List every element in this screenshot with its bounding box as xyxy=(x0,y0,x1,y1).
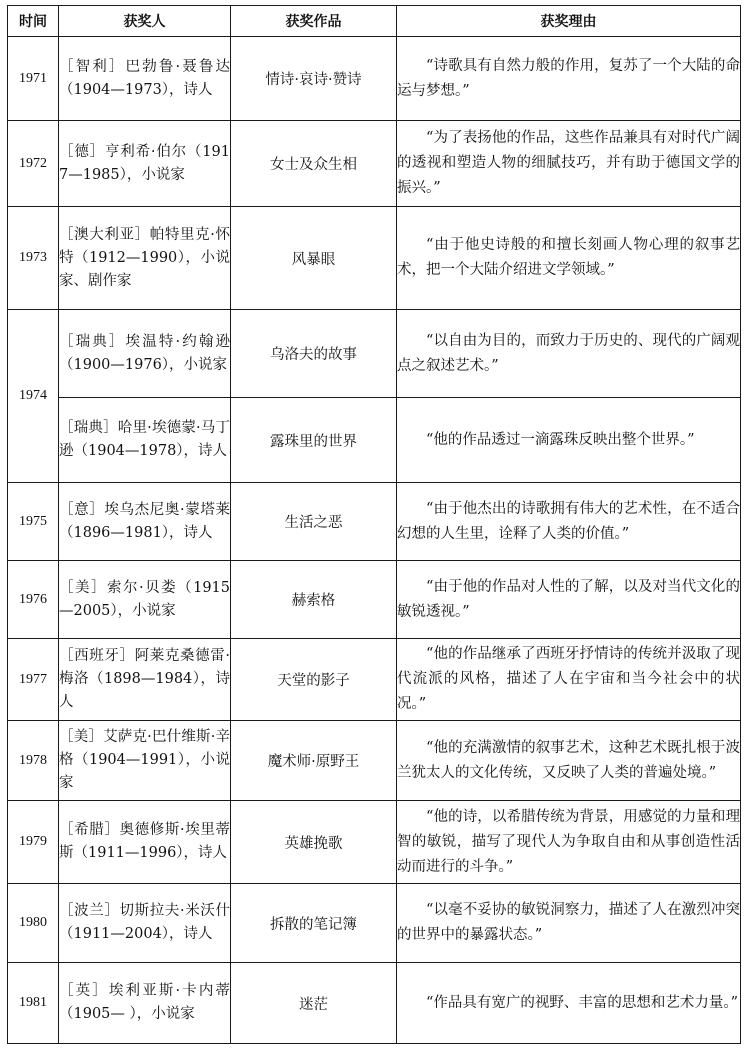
work-cell: 生活之恶 xyxy=(231,483,397,561)
winner-cell: ［瑞典］埃温特·约翰逊（1900—1976），小说家 xyxy=(59,310,231,398)
table-row xyxy=(8,561,741,639)
table-row xyxy=(8,37,741,121)
winner-cell: ［西班牙］阿莱克桑德雷·梅洛（1898—1984），诗人 xyxy=(59,639,231,721)
nobel-prize-table xyxy=(7,5,741,1044)
year-cell: 1980 xyxy=(8,884,59,963)
winner-cell: ［英］埃利亚斯·卡内蒂（1905— ），小说家 xyxy=(59,963,231,1044)
table-row xyxy=(8,801,741,884)
reason-cell: “由于他史诗般的和擅长刻画人物心理的叙事艺术，把一个大陆介绍进文学领域。” xyxy=(397,207,741,310)
work-cell: 露珠里的世界 xyxy=(231,398,397,483)
work-cell: 天堂的影子 xyxy=(231,639,397,721)
work-cell: 拆散的笔记簿 xyxy=(231,884,397,963)
table-row xyxy=(8,483,741,561)
header-work: 获奖作品 xyxy=(231,6,397,37)
header-reason: 获奖理由 xyxy=(397,6,741,37)
work-cell: 乌洛夫的故事 xyxy=(231,310,397,398)
table-row xyxy=(8,963,741,1044)
work-cell: 迷茫 xyxy=(231,963,397,1044)
reason-cell: “为了表扬他的作品，这些作品兼具有对时代广阔的透视和塑造人物的细腻技巧，并有助于德国文学的振兴。” xyxy=(397,121,741,207)
work-cell: 赫索格 xyxy=(231,561,397,639)
year-cell: 1971 xyxy=(8,37,59,121)
header-year: 时间 xyxy=(8,6,59,37)
reason-cell: “他的作品继承了西班牙抒情诗的传统并汲取了现代流派的风格，描述了人在宇宙和当今社会中的状况。” xyxy=(397,639,741,721)
table-row xyxy=(8,721,741,801)
winner-cell: ［美］艾萨克·巴什维斯·辛格（1904—1991），小说家 xyxy=(59,721,231,801)
reason-cell: “诗歌具有自然力般的作用，复苏了一个大陆的命运与梦想。” xyxy=(397,37,741,121)
work-cell: 情诗·哀诗·赞诗 xyxy=(231,37,397,121)
winner-cell: ［意］埃乌杰尼奥·蒙塔莱（1896—1981），诗人 xyxy=(59,483,231,561)
year-cell: 1973 xyxy=(8,207,59,310)
winner-cell: ［美］索尔·贝娄（1915—2005），小说家 xyxy=(59,561,231,639)
year-cell: 1972 xyxy=(8,121,59,207)
table-row xyxy=(8,398,741,483)
work-cell: 魔术师·原野王 xyxy=(231,721,397,801)
reason-cell: “他的充满激情的叙事艺术，这种艺术既扎根于波兰犹太人的文化传统，又反映了人类的普遍处境。” xyxy=(397,721,741,801)
header-winner: 获奖人 xyxy=(59,6,231,37)
year-cell: 1974 xyxy=(8,310,59,483)
winner-cell: ［澳大利亚］帕特里克·怀特（1912—1990），小说家、剧作家 xyxy=(59,207,231,310)
year-cell: 1976 xyxy=(8,561,59,639)
table-row xyxy=(8,310,741,398)
year-cell: 1975 xyxy=(8,483,59,561)
winner-cell: ［瑞典］哈里·埃德蒙·马丁逊（1904—1978），诗人 xyxy=(59,398,231,483)
winner-cell: ［波兰］切斯拉夫·米沃什（1911—2004），诗人 xyxy=(59,884,231,963)
work-cell: 女士及众生相 xyxy=(231,121,397,207)
winner-cell: ［德］亨利希·伯尔（1917—1985），小说家 xyxy=(59,121,231,207)
year-cell: 1977 xyxy=(8,639,59,721)
work-cell: 英雄挽歌 xyxy=(231,801,397,884)
table-header-row xyxy=(8,6,741,37)
table-row xyxy=(8,121,741,207)
winner-cell: ［希腊］奥德修斯·埃里蒂斯（1911—1996），诗人 xyxy=(59,801,231,884)
winner-cell: ［智利］巴勃鲁·聂鲁达（1904—1973），诗人 xyxy=(59,37,231,121)
reason-cell: “由于他的作品对人性的了解，以及对当代文化的敏锐透视。” xyxy=(397,561,741,639)
reason-cell: “作品具有宽广的视野、丰富的思想和艺术力量。” xyxy=(397,963,741,1044)
reason-cell: “由于他杰出的诗歌拥有伟大的艺术性，在不适合幻想的人生里，诠释了人类的价值。” xyxy=(397,483,741,561)
table-row xyxy=(8,639,741,721)
table-row xyxy=(8,207,741,310)
year-cell: 1978 xyxy=(8,721,59,801)
reason-cell: “他的作品透过一滴露珠反映出整个世界。” xyxy=(397,398,741,483)
reason-cell: “他的诗，以希腊传统为背景，用感觉的力量和理智的敏锐，描写了现代人为争取自由和从事创造性活动而进行的斗争。” xyxy=(397,801,741,884)
work-cell: 风暴眼 xyxy=(231,207,397,310)
year-cell: 1979 xyxy=(8,801,59,884)
year-cell: 1981 xyxy=(8,963,59,1044)
table-row xyxy=(8,884,741,963)
reason-cell: “以自由为目的，而致力于历史的、现代的广阔观点之叙述艺术。” xyxy=(397,310,741,398)
reason-cell: “以毫不妥协的敏锐洞察力，描述了人在激烈冲突的世界中的暴露状态。” xyxy=(397,884,741,963)
